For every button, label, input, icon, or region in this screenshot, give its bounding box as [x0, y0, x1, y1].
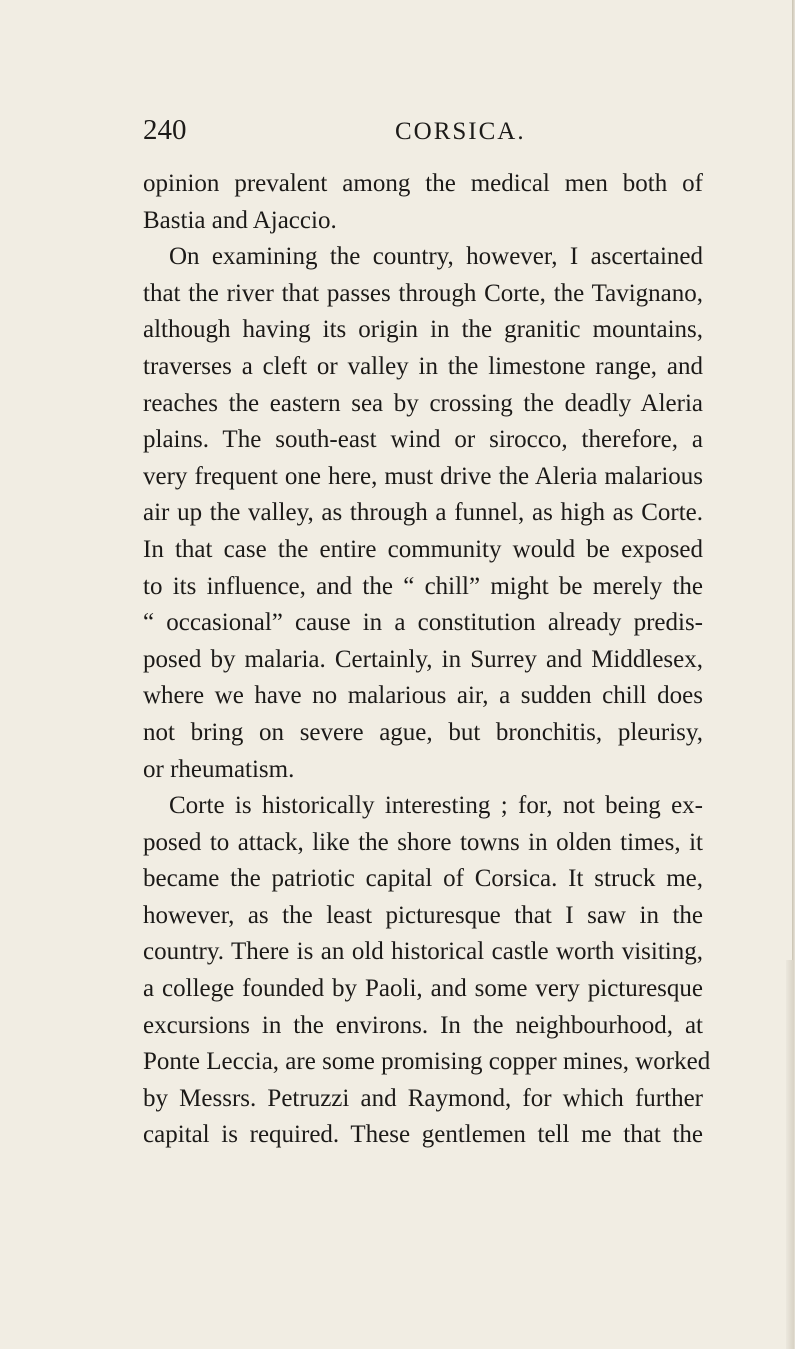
text-line: In that case the entire community would be exposed	[143, 535, 703, 563]
text-line: that the river that passes through Corte, the Tavignano,	[143, 279, 703, 307]
text-line: became the patriotic capital of Corsica. It struck me,	[143, 865, 703, 893]
text-line: On examining the country, however, I ascertained	[169, 243, 703, 271]
text-line: however, as the least picturesque that I saw in the	[143, 901, 703, 929]
text-line: Bastia and Ajaccio.	[143, 206, 337, 234]
text-line: very frequent one here, must drive the Aleria malarious	[143, 462, 703, 490]
text-line: not bring on severe ague, but bronchitis, pleurisy,	[143, 718, 703, 746]
text-line: opinion prevalent among the medical men both of	[143, 170, 703, 197]
text-line: posed by malaria. Certainly, in Surrey and Middlesex,	[143, 645, 703, 673]
text-line: excursions in the environs. In the neighbourhood, at	[143, 1011, 703, 1039]
text-line: a college founded by Paoli, and some very picturesque	[143, 975, 703, 1003]
text-line: by Messrs. Petruzzi and Raymond, for which further	[143, 1084, 703, 1112]
text-line: where we have no malarious air, a sudden chill does	[143, 682, 703, 710]
running-header	[143, 112, 693, 152]
page-number: 240	[143, 114, 187, 146]
text-line: to its influence, and the “ chill” might be merely the	[143, 572, 703, 600]
text-line: or rheumatism.	[143, 755, 295, 783]
text-line: posed to attack, like the shore towns in olden times, it	[143, 828, 703, 856]
text-line: although having its origin in the granitic mountains,	[143, 316, 703, 344]
text-line: Corte is historically interesting ; for, not being ex-	[169, 792, 703, 820]
text-line: Ponte Leccia, are some promising copper mines, worked	[143, 1048, 711, 1076]
text-line: plains. The south-east wind or sirocco, therefore, a	[143, 426, 703, 454]
body-text	[143, 166, 711, 1154]
text-line: “ occasional” cause in a constitution already predis-	[143, 609, 703, 637]
text-line: air up the valley, as through a funnel, as high as Corte.	[143, 499, 703, 527]
text-line: capital is required. These gentlemen tell me that the	[143, 1121, 703, 1149]
text-line: traverses a cleft or valley in the limestone range, and	[143, 352, 703, 380]
text-line: reaches the eastern sea by crossing the deadly Aleria	[143, 389, 703, 417]
running-title: CORSICA.	[395, 118, 526, 145]
text-line: country. There is an old historical castle worth visiting,	[143, 938, 703, 966]
page-edge-shadow	[786, 960, 794, 1349]
